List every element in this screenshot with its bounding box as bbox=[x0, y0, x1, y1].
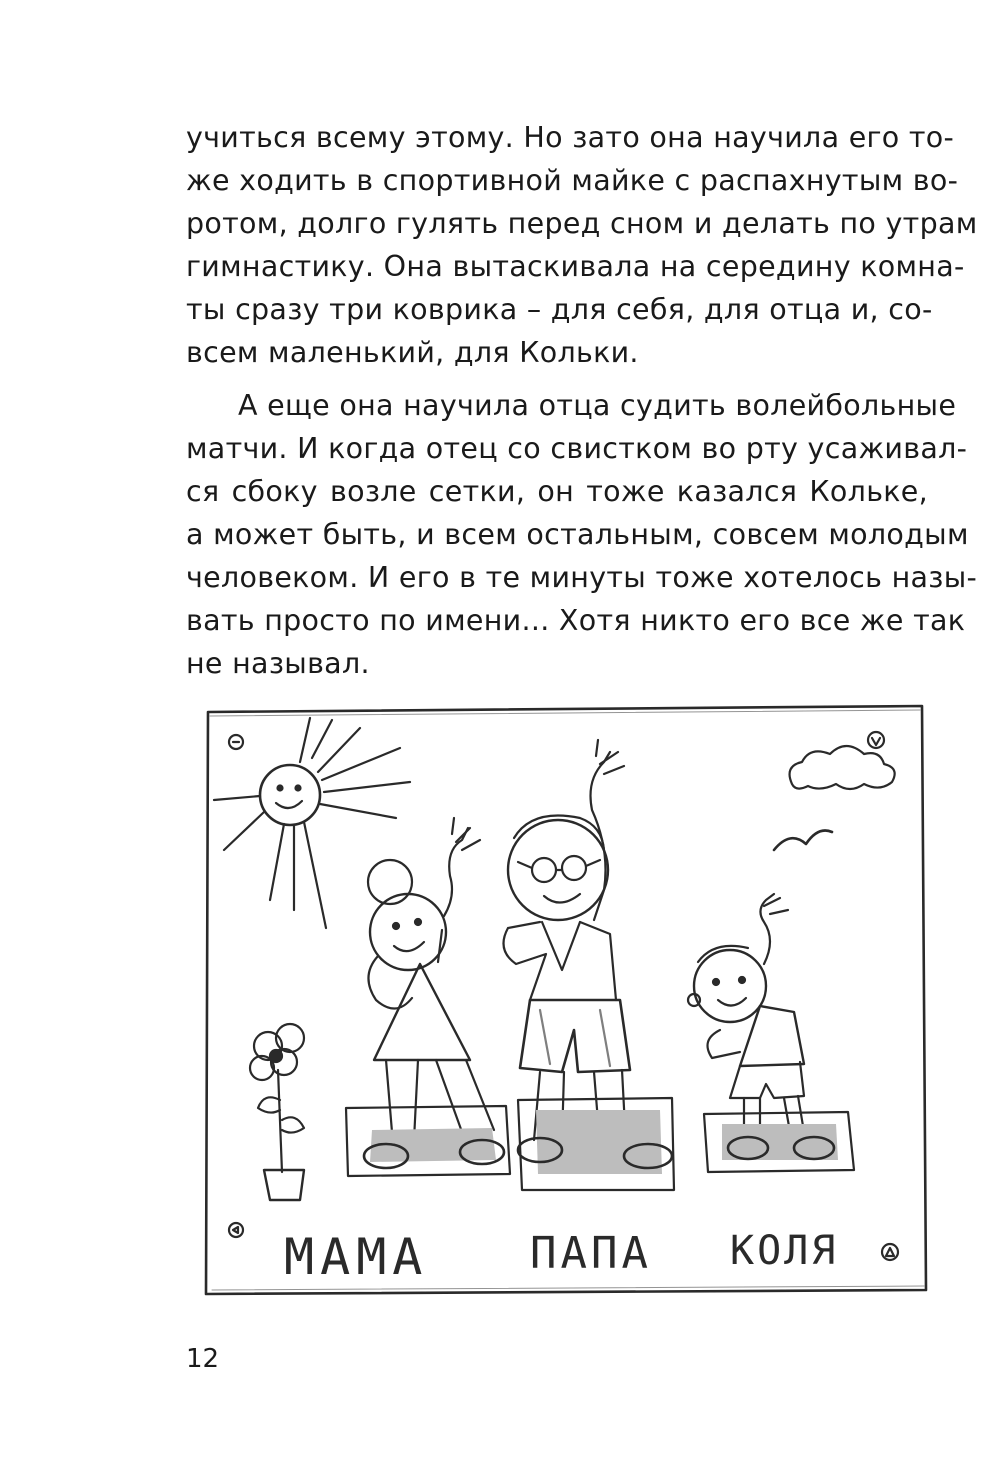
mama-figure bbox=[346, 818, 510, 1176]
label-papa: ПАПА bbox=[530, 1228, 652, 1279]
bird-icon bbox=[774, 831, 832, 851]
text-line: а может быть, и всем остальным, совсем молодым bbox=[186, 518, 969, 551]
cloud-icon bbox=[790, 746, 895, 789]
page-number: 12 bbox=[186, 1344, 220, 1374]
text-line: всем маленький, для Кольки. bbox=[186, 336, 639, 369]
text-line: гимнастику. Она вытаскивала на середину комна- bbox=[186, 250, 965, 283]
text-line: ты сразу три коврика – для себя, для отца и, со- bbox=[186, 293, 933, 326]
label-mama: МАМА bbox=[284, 1228, 429, 1286]
text-line: вать просто по имени... Хотя никто его все же так bbox=[186, 604, 966, 637]
paragraph-1 bbox=[186, 116, 978, 374]
drawing-labels bbox=[284, 1228, 838, 1286]
child-drawing-illustration bbox=[200, 700, 930, 1300]
sun-icon bbox=[214, 718, 410, 928]
flower-icon bbox=[250, 1024, 304, 1200]
papa-figure bbox=[504, 740, 675, 1190]
text-line: человеком. И его в те минуты тоже хотелось назы- bbox=[186, 561, 978, 594]
text-line: ротом, долго гулять перед сном и делать по утрам bbox=[186, 207, 978, 240]
body-text bbox=[186, 116, 978, 685]
text-line: матчи. И когда отец со свистком во рту усаживал- bbox=[186, 432, 968, 465]
text-line: А еще она научила отца судить волейбольные bbox=[238, 389, 957, 422]
text-line: учиться всему этому. Но зато она научила его то- bbox=[186, 121, 955, 154]
pin-icon bbox=[229, 1223, 243, 1237]
pin-icon bbox=[882, 1244, 898, 1260]
pin-icon bbox=[229, 735, 243, 749]
label-kolya: КОЛЯ bbox=[730, 1228, 839, 1274]
kolya-figure bbox=[688, 894, 854, 1172]
paragraph-2 bbox=[186, 384, 978, 685]
text-line: не называл. bbox=[186, 647, 370, 680]
text-line: ся сбоку возле сетки, он тоже казался Кольке, bbox=[186, 475, 928, 508]
text-line: же ходить в спортивной майке с распахнутым во- bbox=[186, 164, 959, 197]
pin-icon bbox=[868, 732, 884, 748]
